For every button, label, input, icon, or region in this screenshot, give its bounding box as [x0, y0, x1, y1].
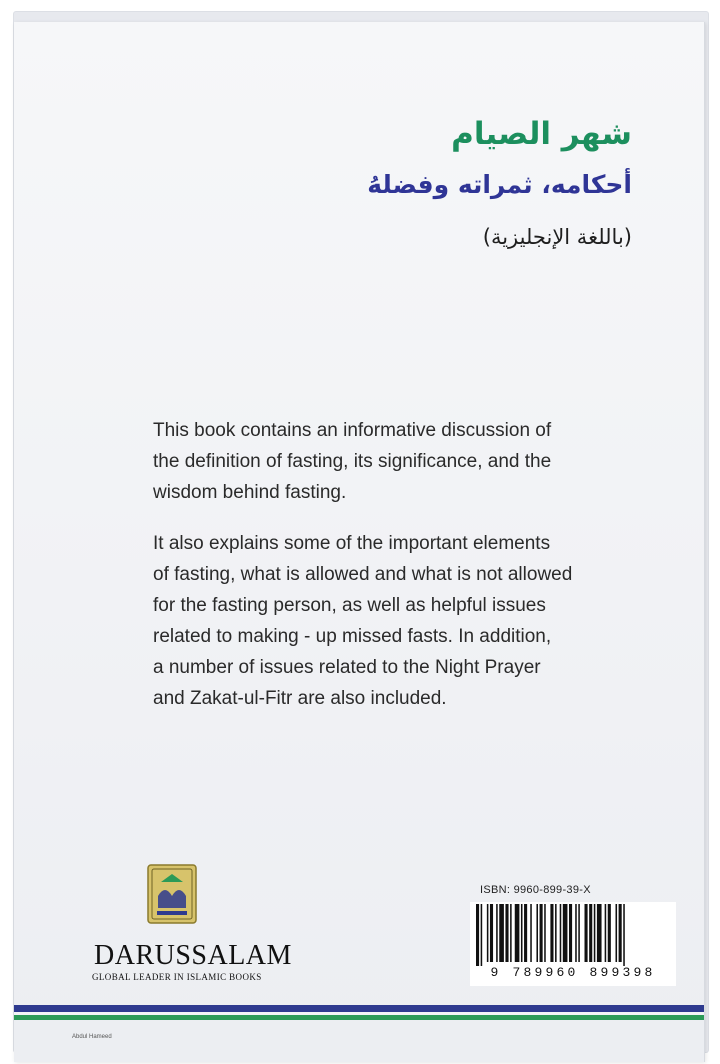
arabic-subtitle: أحكامه، ثمراته وفضلهُ	[367, 170, 632, 199]
barcode-bars	[470, 902, 676, 966]
designer-credit: Abdul Hameed	[72, 1034, 112, 1040]
barcode-bar	[555, 904, 557, 962]
barcode-digits: 9 789960 899398	[490, 965, 656, 980]
arabic-title: شهر الصيام	[451, 116, 632, 152]
barcode-bar	[505, 904, 508, 962]
barcode-bar	[563, 904, 568, 962]
blue-stripe	[14, 1005, 704, 1012]
publisher-name: DARUSSALAM	[94, 940, 292, 971]
publisher-tagline: GLOBAL LEADER IN ISLAMIC BOOKS	[92, 972, 262, 982]
blurb-line: It also explains some of the important elements	[153, 533, 551, 554]
barcode-bar	[499, 904, 504, 962]
darussalam-logo-icon	[147, 864, 197, 924]
barcode-bar	[540, 904, 543, 962]
blurb-line: related to making - up missed fasts. In addition,	[153, 626, 552, 647]
barcode-bar	[481, 904, 483, 966]
barcode-bar	[476, 904, 479, 966]
barcode-bar	[530, 904, 532, 962]
barcode-bar	[578, 904, 580, 962]
blurb-line: the definition of fasting, its significance, and the	[153, 451, 552, 472]
barcode-bar	[605, 904, 607, 962]
blurb-line: for the fasting person, as well as helpful issues	[153, 595, 546, 616]
barcode-bar	[619, 904, 622, 962]
back-cover	[14, 22, 705, 1062]
barcode-bar	[585, 904, 588, 962]
barcode-bar	[487, 904, 489, 962]
barcode-bar	[544, 904, 546, 962]
barcode-bar	[496, 904, 498, 962]
barcode-bar	[490, 904, 493, 962]
barcode-bar	[623, 904, 625, 966]
barcode-bar	[560, 904, 562, 962]
blurb-line: wisdom behind fasting.	[153, 482, 347, 503]
barcode-bar	[524, 904, 527, 962]
barcode-bar	[510, 904, 512, 962]
barcode-bar	[616, 904, 618, 962]
barcode-bar	[515, 904, 520, 962]
arabic-language-note: (باللغة الإنجليزية)	[482, 225, 632, 249]
blurb-paragraph-1	[153, 415, 623, 508]
blurb-paragraph-2	[153, 528, 623, 714]
barcode-bar	[597, 904, 602, 962]
barcode-bar	[594, 904, 596, 962]
barcode-bar	[608, 904, 611, 962]
barcode-bar	[521, 904, 523, 962]
barcode-bar	[589, 904, 592, 962]
barcode-bar	[536, 904, 538, 962]
barcode-bar	[575, 904, 577, 962]
barcode-bar	[550, 904, 553, 962]
isbn-label: ISBN: 9960-899-39-X	[480, 884, 591, 896]
barcode-bar	[569, 904, 572, 962]
blurb-line: of fasting, what is allowed and what is not allowed	[153, 564, 573, 585]
blurb-line: This book contains an informative discussion of	[153, 420, 552, 441]
page-stack	[14, 12, 708, 1052]
green-stripe	[14, 1015, 704, 1020]
blurb-line: and Zakat-ul-Fitr are also included.	[153, 688, 447, 709]
blurb-line: a number of issues related to the Night Prayer	[153, 657, 541, 678]
